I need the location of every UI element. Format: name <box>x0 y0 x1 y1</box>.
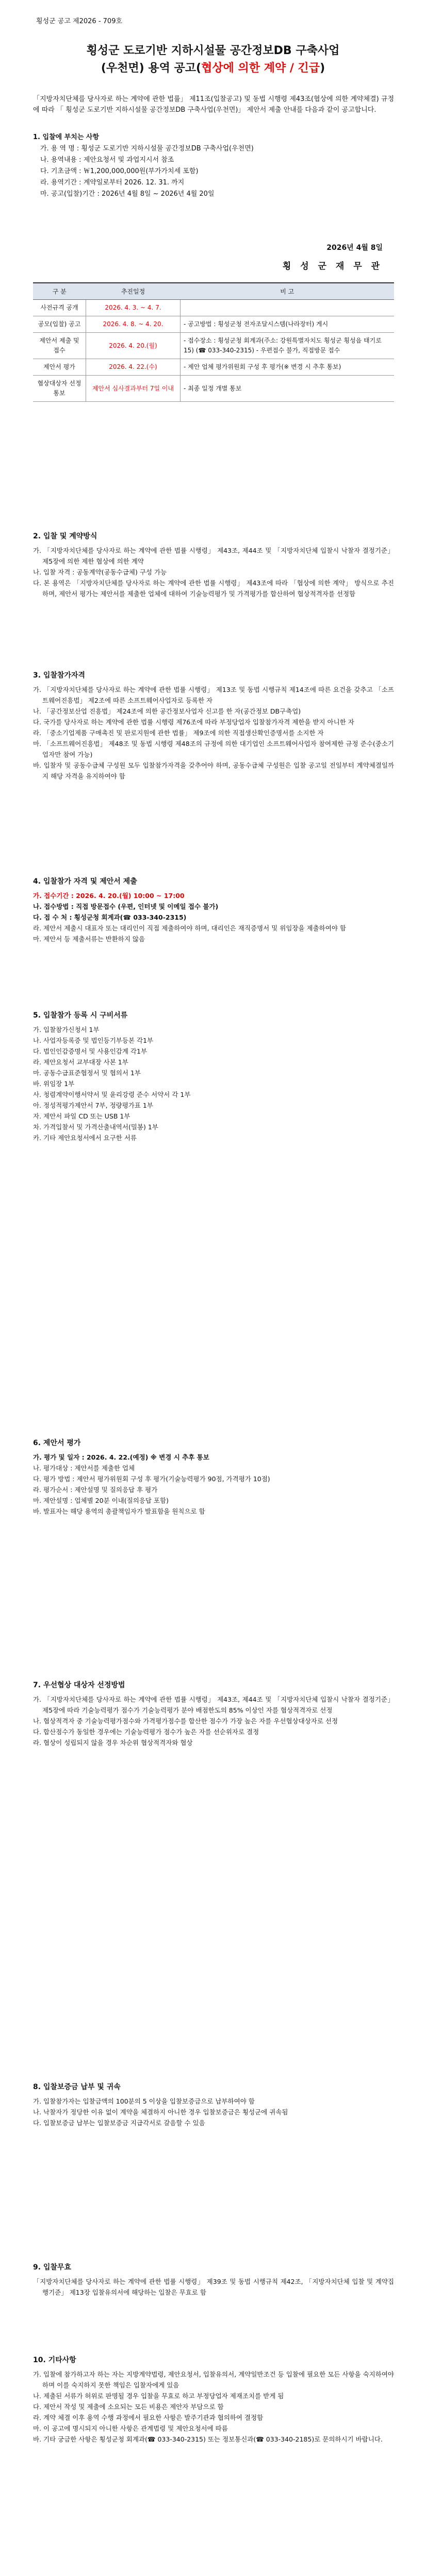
schedule-period: 2026. 4. 20.(월) <box>86 333 181 359</box>
section-item: 나. 제출된 서류가 허위로 판명될 경우 입찰을 무효로 하고 부정당업자 제재조치를 받게 됨 <box>33 2392 284 2400</box>
schedule-header-row <box>33 283 394 300</box>
section-item: 마. 공동수급표준협정서 및 협의서 1부 <box>33 1069 141 1077</box>
outline-item: 나. 용역내용 : 제안요청서 및 과업지시서 참조 <box>40 156 174 164</box>
section-item: 나. 평가대상 : 제안서를 제출한 업체 <box>33 1464 135 1472</box>
schedule-row <box>33 376 394 402</box>
schedule-period: 2026. 4. 8. ~ 4. 20. <box>86 316 181 333</box>
schedule-category: 협상대상자 선정통보 <box>33 376 86 402</box>
section-item: 가. 입찰참가자는 입찰금액의 100분의 5 이상을 입찰보증금으로 납부하여야 함 <box>33 2097 255 2105</box>
schedule-category: 제안서 제출 및 접수 <box>33 333 86 359</box>
section-item: 다. 본 용역은 「지방자치단체를 당사자로 하는 계약에 관한 법률 시행령」 제43조에 따라 「협상에 의한 계약」 방식으로 추진하며, 제안서 평가는 제안서를 제출한 업체에 대하여 기술능력평가 및 가격평가를 합산하여 협상적격자를 선정함 <box>33 579 394 598</box>
schedule-row <box>33 300 394 316</box>
section-item: 마. 제안서 등 제출서류는 반환하지 않음 <box>33 935 145 943</box>
schedule-period: 2026. 4. 22.(수) <box>86 359 181 376</box>
page-title <box>31 42 395 77</box>
section-item: 다. 접 수 처 : 횡성군청 회계과(☎ 033-340-2315) <box>33 913 187 921</box>
section-item: 가. 「지방자치단체를 당사자로 하는 계약에 관한 법률 시행령」 제43조, 제44조 및 「지방자치단체 입찰시 낙찰자 결정기준」 제5장에 따라 기술능력평가 점수가 기술능력평가 분야 배점한도의 85% 이상인 자를 협상적격자로 선정 <box>33 1696 394 1714</box>
section-item: 나. 「공간정보산업 진흥법」 제24조에 의한 공간정보사업자 신고를 한 자(공간정보 DB구축업) <box>33 707 301 715</box>
section-item: 다. 법인인감증명서 및 사용인감계 각1부 <box>33 1047 148 1055</box>
section-item: 가. 입찰에 참가하고자 하는 자는 지방계약법령, 제안요청서, 입찰유의서, 계약일반조건 등 입찰에 필요한 모든 사항을 숙지하여야 하며 이를 숙지하지 못한 책임은 입찰자에게 있음 <box>33 2370 394 2389</box>
section-heading: 6. 제안서 평가 <box>33 1439 81 1447</box>
section-body <box>33 890 394 944</box>
section-item: 라. 협상이 성립되지 않을 경우 차순위 협상적격자와 협상 <box>33 1739 193 1747</box>
outline-item: 가. 용 역 명 : 횡성군 도로기반 지하시설물 공간정보DB 구축사업(우천면) <box>40 145 254 152</box>
section-item: 카. 기타 제안요청서에서 요구한 서류 <box>33 1134 137 1142</box>
section-item: 바. 위임장 1부 <box>33 1080 75 1088</box>
section-item: 바. 기타 궁금한 사항은 횡성군청 회계과(☎ 033-340-2315) 또는 정보통신과(☎ 033-340-2185)로 문의하시기 바랍니다. <box>33 2435 383 2443</box>
outline-heading: 1. 입찰에 부치는 사항 <box>33 133 100 141</box>
schedule-category: 공모(입찰) 공고 <box>33 316 86 333</box>
schedule-header-cell: 구 분 <box>33 283 86 300</box>
section-item: 나. 사업자등록증 및 법인등기부등본 각1부 <box>33 1037 154 1044</box>
section-body <box>33 2276 394 2298</box>
section-heading: 9. 입찰무효 <box>33 2263 72 2272</box>
section-heading: 10. 기타사항 <box>33 2356 76 2364</box>
title-line-1: 횡성군 도로기반 지하시설물 공간정보DB 구축사업 <box>86 44 340 57</box>
section-item: 바. 발표자는 해당 용역의 총괄책임자가 발표함을 원칙으로 함 <box>33 1507 205 1515</box>
issuer: 횡 성 군 재 무 관 <box>282 261 383 272</box>
schedule-row <box>33 316 394 333</box>
section-body <box>33 2369 394 2445</box>
announcement-number: 횡성군 공고 제2026 - 709호 <box>36 18 123 25</box>
section-item: 가. 평가 및 일자 : 2026. 4. 22.(예정) ※ 변경 시 추후 통보 <box>33 1453 209 1461</box>
schedule-category: 사전규격 공개 <box>33 300 86 316</box>
title-line-2 <box>31 60 395 77</box>
schedule-note: - 접수장소 : 횡성군청 회계과(주소: 강원특별자치도 횡성군 횡성읍 태기로 15) (☎ 033-340-2315) - 우편접수 불가, 직접방문 접수 <box>181 333 395 359</box>
section-item: 마. 「소프트웨어진흥법」 제48조 및 동법 시행령 제48조의 규정에 의한 대기업인 소프트웨어사업자 참여제한 규정 준수(중소기업자만 참여 가능) <box>33 740 394 758</box>
section-item: 마. 이 공고에 명시되지 아니한 사항은 관계법령 및 제안요청서에 따름 <box>33 2425 228 2432</box>
section-item: 아. 정성적평가제안서 7부, 정량평가표 1부 <box>33 1101 153 1109</box>
schedule-header-cell: 비 고 <box>181 283 395 300</box>
section-item: 다. 평가 방법 : 제안서 평가위원회 구성 후 평가(기술능력평가 90점, 가격평가 10점) <box>33 1475 270 1483</box>
issue-date: 2026년 4월 8일 <box>326 244 383 252</box>
section-item: 나. 접수방법 : 직접 방문접수 (우편, 인터넷 및 이메일 접수 불가) <box>33 903 219 910</box>
section-item: 가. 접수기간 : 2026. 4. 20.(월) 10:00 ~ 17:00 <box>33 892 185 900</box>
outline-item: 마. 공고(입찰)기간 : 2026년 4월 8일 ~ 2026년 4월 20일 <box>40 190 215 198</box>
section-item: 사. 청렴계약이행서약서 및 윤리강령 준수 서약서 각 1부 <box>33 1091 191 1098</box>
outline-section <box>33 132 394 200</box>
section-heading: 3. 입찰참가자격 <box>33 671 86 680</box>
section-heading: 2. 입찰 및 계약방식 <box>33 532 97 540</box>
title-line-2-prefix: (우천면) 용역 공고( <box>101 62 202 75</box>
section-body <box>33 1452 394 1517</box>
section-item: 차. 가격입찰서 및 가격산출내역서(밀봉) 1부 <box>33 1123 158 1131</box>
section-item: 나. 낙찰자가 정당한 이유 없이 계약을 체결하지 아니한 경우 입찰보증금은 횡성군에 귀속됨 <box>33 2108 288 2116</box>
section-body <box>33 1694 394 1748</box>
section-heading: 4. 입찰참가 자격 및 제안서 제출 <box>33 877 137 886</box>
section-heading: 8. 입찰보증금 납부 및 귀속 <box>33 2083 121 2091</box>
section-body <box>33 545 394 599</box>
schedule-note: - 제안 업체 평가위원회 구성 후 평가(※ 변경 시 추후 통보) <box>181 359 395 376</box>
outline-item: 다. 기초금액 : ￦1,200,000,000원(부가가치세 포함) <box>40 167 199 175</box>
schedule-table <box>33 282 394 402</box>
schedule-category: 제안서 평가 <box>33 359 86 376</box>
title-line-2-suffix: ) <box>320 62 325 75</box>
section-item: 「지방자치단체를 당사자로 하는 계약에 관한 법률 시행령」 제39조 및 동법 시행규칙 제42조, 「지방자치단체 입찰 및 계약집행기준」 제13장 입찰유의서에 해당하는 입찰은 무효로 함 <box>33 2278 394 2296</box>
section-body <box>33 684 394 782</box>
section-item: 마. 제안설명 : 업체별 20분 이내(질의응답 포함) <box>33 1497 169 1504</box>
section-heading: 7. 우선협상 대상자 선정방법 <box>33 1681 125 1689</box>
schedule-period: 2026. 4. 3. ~ 4. 7. <box>86 300 181 316</box>
schedule-note <box>181 300 395 316</box>
schedule-header-cell: 추진일정 <box>86 283 181 300</box>
section-item: 라. 제안요청서 교부대장 사본 1부 <box>33 1058 128 1066</box>
section-item: 가. 「지방자치단체를 당사자로 하는 계약에 관한 법률 시행령」 제13조 및 동법 시행규칙 제14조에 따른 요건을 갖추고 「소프트웨어진흥법」 제2조에 따른 소프트웨어사업자로 등록한 자 <box>33 686 394 704</box>
section-item: 다. 국가를 당사자로 하는 계약에 관한 법률 시행령 제76조에 따라 부정당업자 입찰참가자격 제한을 받지 아니한 자 <box>33 718 354 726</box>
section-body <box>33 1024 394 1143</box>
schedule-row <box>33 333 394 359</box>
schedule-note: - 공고방법 : 횡성군청 전자조달시스템(나라장터) 게시 <box>181 316 395 333</box>
schedule-row <box>33 359 394 376</box>
section-item: 다. 합산점수가 동일한 경우에는 기술능력평가 점수가 높은 자를 선순위자로 결정 <box>33 1728 259 1736</box>
intro-paragraph: 「지방자치단체를 당사자로 하는 계약에 관한 법률」 제11조(입찰공고) 및 동법 시행령 제43조(협상에 의한 계약체결) 규정에 따라 「 횡성군 도로기반 지하시설물 공간정보DB 구축사업(우천면)」 제안서 제출 안내를 다음과 같이 공고합니다. <box>33 95 394 114</box>
section-item: 바. 입찰자 및 공동수급체 구성원 모두 입찰참가자격을 갖추어야 하며, 공동수급체 구성원은 입찰 공고일 전일부터 계약체결일까지 해당 자격을 유지하여야 함 <box>33 761 394 780</box>
section-item: 다. 제안서 작성 및 제출에 소요되는 모든 비용은 제안자 부담으로 함 <box>33 2403 224 2411</box>
title-line-2-highlight: 협상에 의한 계약 / 긴급 <box>201 62 320 75</box>
section-item: 라. 제안서 제출시 대표자 또는 대리인이 직접 제출하여야 하며, 대리인은 재직증명서 및 위임장을 제출하여야 함 <box>33 924 346 932</box>
outline-item: 라. 용역기간 : 계약일로부터 2026. 12. 31. 까지 <box>40 179 185 187</box>
section-item: 라. 평가순서 : 제안설명 및 질의응답 후 평가 <box>33 1486 158 1494</box>
section-item: 다. 입찰보증금 납부는 입찰보증금 지급각서로 갈음할 수 있음 <box>33 2119 205 2127</box>
section-item: 나. 입찰 자격 : 공동계약(공동수급체) 구성 가능 <box>33 568 167 576</box>
section-body <box>33 2096 394 2128</box>
section-item: 나. 협상적격자 중 기술능력평가점수와 가격평가점수를 합산한 점수가 가장 높은 자를 우선협상대상자로 선정 <box>33 1717 338 1725</box>
section-heading: 5. 입찰참가 등록 시 구비서류 <box>33 1011 128 1020</box>
section-item: 라. 계약 체결 이후 용역 수행 과정에서 필요한 사항은 발주기관과 협의하여 결정함 <box>33 2414 264 2421</box>
schedule-note: - 최종 일정 개별 통보 <box>181 376 395 402</box>
schedule-period: 제안서 심사결과부터 7일 이내 <box>86 376 181 402</box>
section-item: 자. 제안서 파일 CD 또는 USB 1부 <box>33 1112 130 1120</box>
section-item: 라. 「중소기업제품 구매촉진 및 판로지원에 관한 법률」 제9조에 의한 직접생산확인증명서를 소지한 자 <box>33 729 324 737</box>
section-item: 가. 「지방자치단체를 당사자로 하는 계약에 관한 법률 시행령」 제43조, 제44조 및 「지방자치단체 입찰시 낙찰자 결정기준」 제5장에 의한 제한 협상에 의한 계약 <box>33 547 394 565</box>
section-item: 가. 입찰참가신청서 1부 <box>33 1026 100 1033</box>
